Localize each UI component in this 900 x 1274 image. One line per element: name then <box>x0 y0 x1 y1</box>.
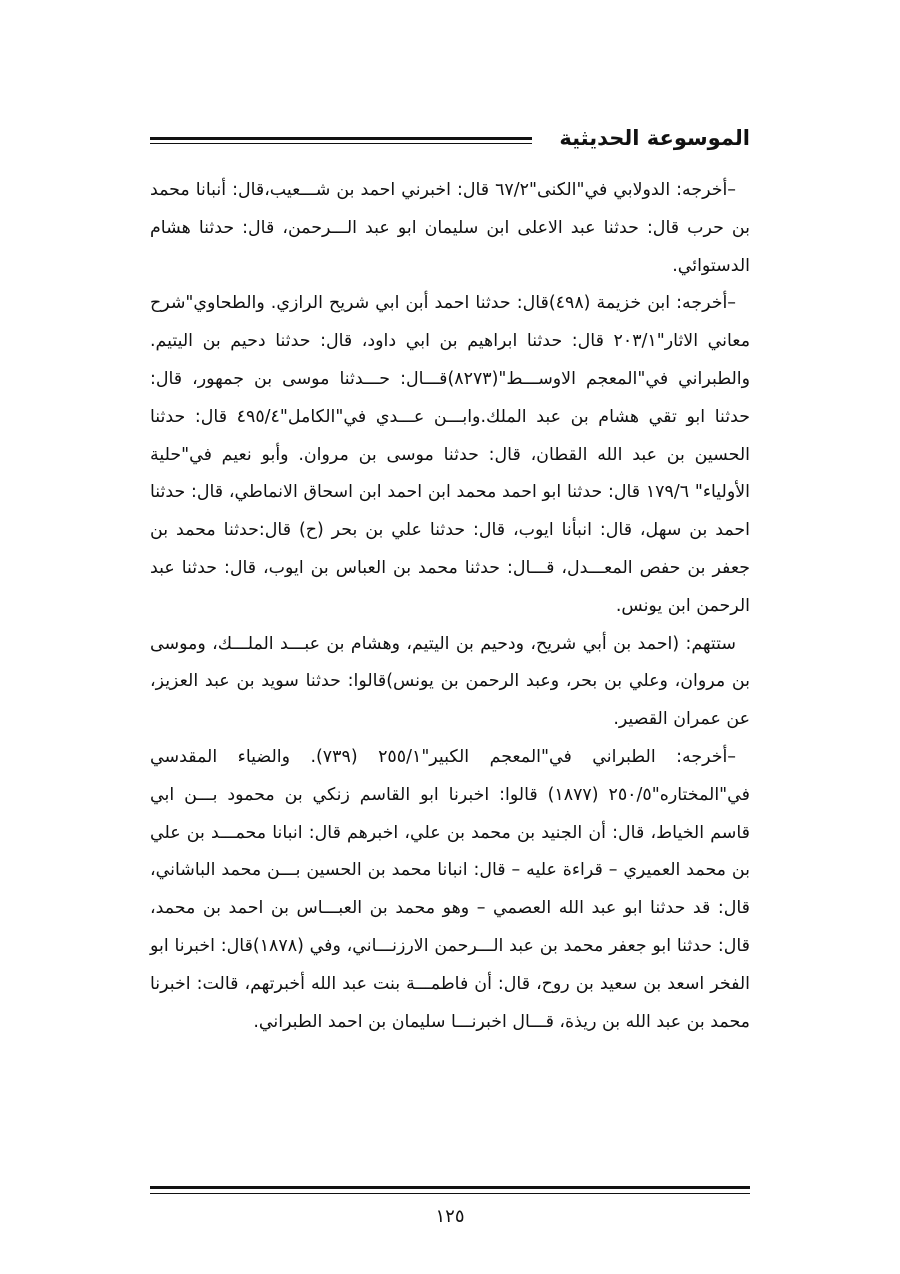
header-rule-thin <box>150 143 532 144</box>
header-title: الموسوعة الحديثية <box>551 124 750 152</box>
page-body <box>150 172 750 1041</box>
paragraph-ibn-khuzaima: –أخرجه: ابن خزيمة (٤٩٨)قال: حدثنا احمد أبن ابي شريح الرازي. والطحاوي"شرح معاني الاثار"٢٠٣/١ قال: حدثنا ابراهيم بن ابي داود، قال: حدثنا دحيم بن اليتيم. والطبراني في"المعجم الاوســـط"(٨٢٧٣)قـــال: حـــدثنا موسى بن جمهور، قال: حدثنا ابو تقي هشام بن عبد الملك.وابـــن عـــدي في"الكامل"٤٩٥/٤ قال: حدثنا الحسين بن عبد الله القطان، قال: حدثنا موسى بن مروان. وأبو نعيم في"حلية الأولياء" ١٧٩/٦ قال: حدثنا ابو احمد محمد ابن احمد ابن اسحاق الانماطي، قال: حدثنا احمد بن سهل، قال: انبأنا ايوب، قال: حدثنا علي بن بحر (ح) قال:حدثنا محمد بن جعفر بن حفص المعـــدل، قـــال: حدثنا محمد بن العباس بن ايوب، قال: حدثنا عبد الرحمن ابن يونس. <box>150 293 751 616</box>
paragraph-dulabi: –أخرجه: الدولابي في"الكنى"٦٧/٢ قال: اخبرني احمد بن شـــعيب،قال: أنبانا محمد بن حرب قال: حدثنا عبد الاعلى ابن سليمان ابو عبد الـــرحمن، قال: حدثنا هشام الدستوائي. <box>150 180 750 276</box>
paragraph-tabarani: –أخرجه: الطبراني في"المعجم الكبير"٢٥٥/١ (٧٣٩). والضياء المقدسي في"المختاره"٢٥٠/٥ (١٨٧٧) قالوا: اخبرنا ابو القاسم زنكي بن محمود بـــن ابي قاسم الخياط، قال: أن الجنيد بن محمد بن علي، اخبرهم قال: انبانا محمـــد بن علي بن محمد العميري – قراءة عليه – قال: انبانا محمد بن الحسين بـــن محمد الباشاني، قال: قد حدثنا ابو عبد الله العصمي – وهو محمد بن العبـــاس بن احمد بن محمد، قال: حدثنا ابو جعفر محمد بن عبد الـــرحمن الارزنـــاني، وفي (١٨٧٨)قال: اخبرنا ابو الفخر اسعد بن سعيد بن روح، قال: أن فاطمـــة بنت عبد الله أخبرتهم، قالت: اخبرنا محمد بن عبد الله بن ريذة، قـــال اخبرنـــا سليمان بن احمد الطبراني. <box>150 746 750 1032</box>
footer-rule-thick <box>150 1186 750 1189</box>
paragraph-summary: ستتهم: (احمد بن أبي شريح، ودحيم بن اليتيم، وهشام بن عبـــد الملـــك، وموسى بن مروان، وعلي بن بحر، وعبد الرحمن بن يونس)قالوا: حدثنا سويد بن عبد العزيز، عن عمران القصير. <box>150 633 750 730</box>
footer-rule-thin <box>150 1193 750 1194</box>
header-rule-thick <box>150 137 532 140</box>
page-number: ١٢٥ <box>435 1206 465 1227</box>
running-header <box>150 122 750 158</box>
